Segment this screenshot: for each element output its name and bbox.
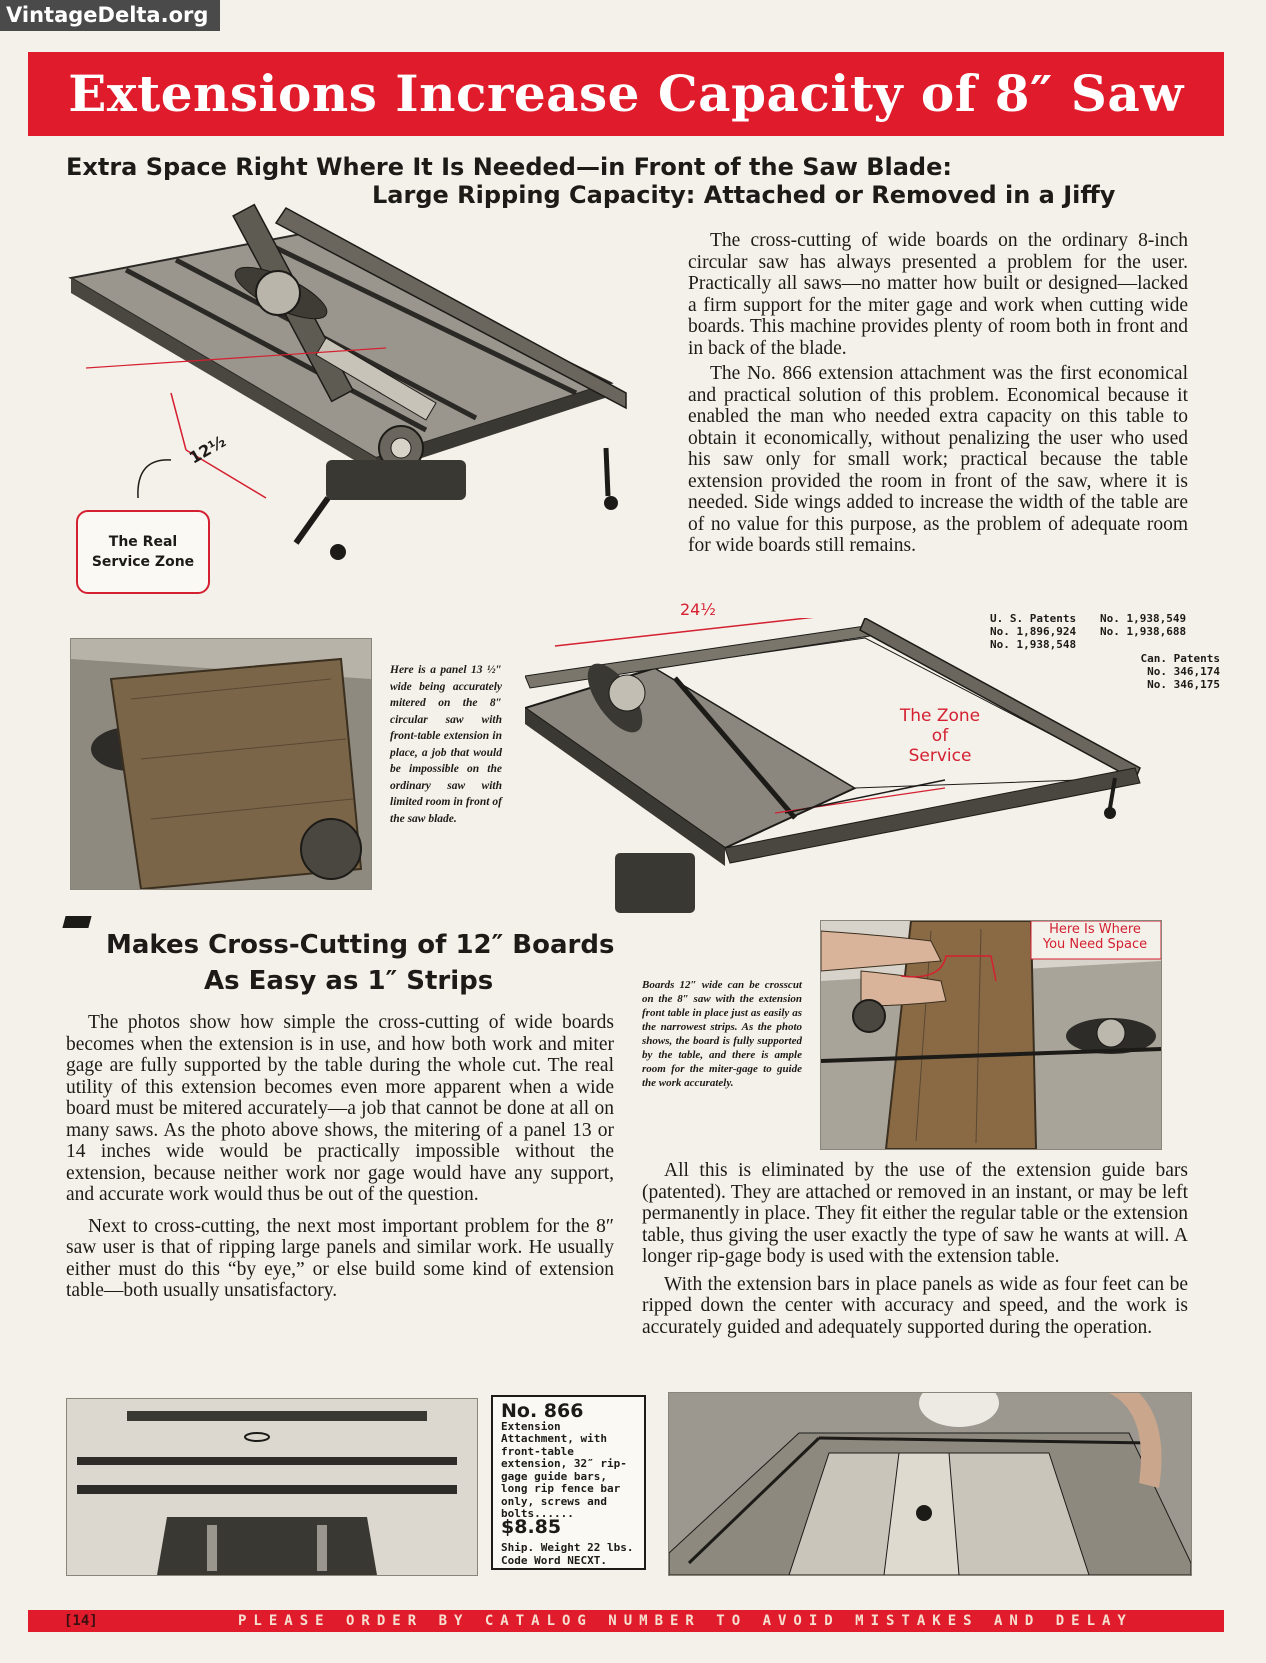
- zone-label-line-3: Service: [908, 746, 972, 766]
- site-watermark: VintageDelta.org: [0, 0, 220, 31]
- product-price-box: [491, 1395, 646, 1570]
- bullet-mark: [62, 916, 91, 928]
- guide-bars-text: [642, 1160, 1188, 1342]
- footer-bar: [28, 1610, 1224, 1632]
- page-title-banner: Extensions Increase Capacity of 8″ Saw: [28, 52, 1224, 136]
- intro-paragraph-2: The No. 866 extension attachment was the first economical and practical solution of this problem. Economical because it enabled the man who needed extra capacity on this table to obtain it economically, without penalizing the user who used his saw only for small work; practical because the table extension provided the room in front of the saw, where it is needed. Side wings added to increase the width of the table are of no value for this purpose, as the problem of adequate room for wide boards still remains.: [688, 363, 1188, 556]
- cross-cut-heading-line-1: Makes Cross-Cutting of 12″ Boards: [106, 930, 615, 960]
- headline-line-1: Extra Space Right Where It Is Needed—in Front of the Saw Blade:: [66, 153, 952, 181]
- headline-line-2: Large Ripping Capacity: Attached or Removed in a Jiffy: [372, 181, 1116, 209]
- patent-number: No. 1,938,549: [1100, 612, 1187, 625]
- guide-bars-paragraph-1: All this is eliminated by the use of the extension guide bars (patented). They are attached or removed in an instant, or may be left permanently in place. They fit either the regular table or the extension table, thus giving the user exactly the type of saw he wants at will. A longer rip-gage body is used with the extension table.: [642, 1160, 1188, 1267]
- product-number: No. 866: [501, 1400, 584, 1422]
- crosscut-board-photo: [820, 920, 1162, 1150]
- zone-label-line-1: The Zone: [899, 706, 981, 726]
- footer-message: PLEASE ORDER BY CATALOG NUMBER TO AVOID MISTAKES AND DELAY: [238, 1613, 1133, 1629]
- callout-line-1: The Real: [108, 534, 178, 550]
- space-callout: [1030, 922, 1160, 952]
- patent-number: No. 1,896,924: [990, 625, 1077, 638]
- patent-number: No. 1,938,688: [1100, 625, 1187, 638]
- cross-cut-text: [66, 1012, 614, 1306]
- code-word: Code Word NECXT.: [501, 1553, 607, 1567]
- attachment-parts-photo: [66, 1398, 478, 1576]
- panel-caption: Here is a panel 13 ½″ wide being accurately mitered on the 8″ circular saw with front-table extension in place, a job that would be impossible on the ordinary saw with limited room in front of the saw blade.: [390, 664, 502, 825]
- cross-cut-paragraph-2: Next to cross-cutting, the next most important problem for the 8″ saw user is that of ripping large panels and similar work. He usually either must do this “by eye,” or else build some kind of extension table—both usually unsatisfactory.: [66, 1215, 614, 1301]
- cross-cut-heading-line-2: As Easy as 1″ Strips: [204, 966, 494, 996]
- shipping-weight: Ship. Weight 22 lbs.: [501, 1541, 634, 1554]
- patent-number: No. 346,175: [1147, 678, 1220, 691]
- product-description: Extension Attachment, with front-table extension, 32″ rip-gage guide bars, long rip fence bar only, screws and bolts......: [501, 1419, 627, 1520]
- guide-bars-paragraph-2: With the extension bars in place panels as wide as four feet can be ripped down the center with accuracy and speed, and the work is accurately guided and adequately supported during the operation.: [642, 1273, 1188, 1338]
- us-patents-label: U. S. Patents: [990, 612, 1077, 625]
- mitering-panel-photo: [70, 638, 372, 890]
- extension-table-illustration: [525, 618, 1190, 938]
- zone-dimension: 24½: [680, 600, 716, 619]
- space-callout-line-1: Here Is Where: [1049, 922, 1141, 937]
- zone-label-line-2: of: [931, 726, 949, 746]
- callout-dimension: 12½: [185, 431, 229, 468]
- intro-paragraph-1: The cross-cutting of wide boards on the ordinary 8-inch circular saw has always presented a problem for the user. Practically all saws—no matter how built or designed—lacked a firm support for the miter gage and work when cutting wide boards. This machine provides plenty of room both in front and in back of the blade.: [688, 230, 1188, 359]
- patent-number: No. 1,938,548: [990, 638, 1077, 651]
- intro-text: [688, 230, 1188, 561]
- page-number: [14]: [64, 1613, 98, 1629]
- boards-caption: Boards 12″ wide can be crosscut on the 8″ saw with the extension front table in place just as easily as the narrowest strips. As the photo shows, the board is fully supported by the table, and there is ample room for the miter-gage to guide the work accurately.: [642, 979, 802, 1089]
- real-service-zone-callout: [76, 510, 210, 594]
- ripping-panel-photo: [668, 1392, 1192, 1576]
- zone-of-service-label: [890, 706, 990, 766]
- space-callout-line-2: You Need Space: [1042, 937, 1148, 952]
- patent-number: No. 346,174: [1147, 665, 1220, 678]
- callout-line-2: Service Zone: [91, 554, 195, 570]
- product-price: $8.85: [501, 1515, 562, 1538]
- can-patents-label: Can. Patents: [1140, 652, 1220, 665]
- cross-cut-paragraph-1: The photos show how simple the cross-cutting of wide boards becomes when the extension is in use, and how both work and miter gage are fully supported by the table during the whole cut. The real utility of this extension becomes even more apparent when a wide board must be mitered accurately—a job that cannot be done at all on many saws. As the photo above shows, the mitering of a panel 13 or 14 inches wide would be practically impossible without the extension, because neither work nor gage would have any support, and accurate work would thus be out of the question.: [66, 1012, 614, 1205]
